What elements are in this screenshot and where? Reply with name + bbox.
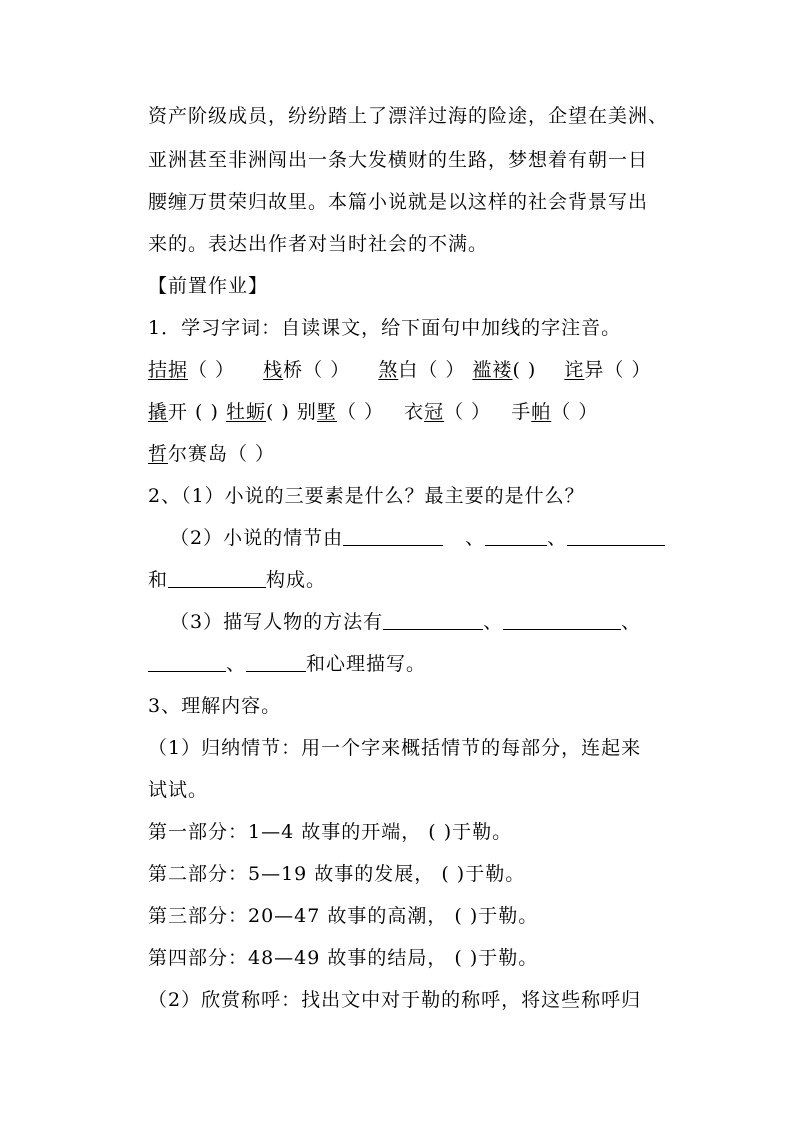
word-rest: （ ） <box>188 359 236 381</box>
intro-line-2: 亚洲甚至非洲闯出一条大发横财的生路，梦想着有朝一日 <box>148 149 649 171</box>
answer-blank[interactable] <box>168 569 266 588</box>
intro-line-4: 来的。表达出作者对当时社会的不满。 <box>148 233 489 255</box>
ending-text: 构成。 <box>266 569 327 591</box>
answer-blank[interactable] <box>343 527 443 546</box>
word-rest: 开 ( ) <box>168 401 219 423</box>
q2-part-3-line-1 <box>170 610 641 634</box>
ending-text: 和心理描写。 <box>306 653 427 675</box>
word-underlined: 拮据 <box>148 359 189 381</box>
word-rest: ( ) <box>265 401 290 423</box>
q2-part-2-line-2 <box>148 568 326 592</box>
plot-part-2: 第二部分：5—19 故事的发展， ( )于勒。 <box>148 863 526 885</box>
word-rest: （ ） <box>551 401 599 423</box>
q1-row-1 <box>148 358 651 382</box>
q3-part-2-line-1: （2）欣赏称呼：找出文中对于勒的称呼，将这些称呼归 <box>148 989 642 1011</box>
q2-title: 2、（1）小说的三要素是什么？最主要的是什么？ <box>148 485 585 507</box>
separator: 、 <box>547 527 568 549</box>
word-underlined: 诧 <box>564 359 585 381</box>
word-underlined: 褴褛 <box>472 359 513 381</box>
word-rest: 桥（ ） <box>283 359 351 381</box>
word-underlined: 冠 <box>424 401 445 423</box>
plot-part-4: 第四部分：48—49 故事的结局， ( )于勒。 <box>148 947 539 969</box>
q1-row-3 <box>148 442 275 466</box>
q3-part-1-line-2: 试试。 <box>148 779 209 801</box>
word-underlined: 帕 <box>531 401 552 423</box>
word-rest: （ ） <box>444 401 492 423</box>
separator: 、 <box>483 611 504 633</box>
separator: 、 <box>465 527 486 549</box>
q3-title: 3、理解内容。 <box>148 695 282 717</box>
answer-blank[interactable] <box>485 527 547 546</box>
word-underlined: 撬 <box>148 401 169 423</box>
word-underlined: 牡蛎 <box>225 401 266 423</box>
q2-part-3-label: （3）描写人物的方法有 <box>170 611 384 633</box>
word-underlined: 哲 <box>148 443 169 465</box>
word-underlined: 栈 <box>263 359 284 381</box>
word-underlined: 煞 <box>378 359 399 381</box>
q1-title: 1．学习字词：自读课文，给下面句中加线的字注音。 <box>148 317 622 339</box>
answer-blank[interactable] <box>383 611 483 630</box>
word-rest: 白（ ） <box>398 359 466 381</box>
word-underlined: 墅 <box>316 401 337 423</box>
answer-blank[interactable] <box>567 527 665 546</box>
separator: 、 <box>226 653 247 675</box>
answer-blank[interactable] <box>246 653 306 672</box>
q3-part-1-line-1: （1）归纳情节：用一个字来概括情节的每部分，连起来 <box>148 737 642 759</box>
word-pre: 衣 <box>404 401 425 423</box>
q2-part-2-line-1 <box>170 526 665 550</box>
intro-line-3: 腰缠万贯荣归故里。本篇小说就是以这样的社会背景写出 <box>148 191 649 213</box>
plot-part-1: 第一部分：1—4 故事的开端， ( )于勒。 <box>148 821 513 843</box>
answer-blank[interactable] <box>503 611 621 630</box>
word-rest: （ ） <box>336 401 384 423</box>
word-rest: 尔赛岛（ ） <box>168 443 276 465</box>
section-title: 【前置作业】 <box>148 275 269 297</box>
connector-text: 和 <box>148 569 169 591</box>
word-pre: 手 <box>511 401 532 423</box>
q2-part-3-line-2 <box>148 652 426 676</box>
q1-row-2 <box>148 400 598 424</box>
q2-part-2-label: （2）小说的情节由 <box>170 527 344 549</box>
plot-part-3: 第三部分：20—47 故事的高潮， ( )于勒。 <box>148 905 539 927</box>
word-pre: 别 <box>296 401 317 423</box>
intro-line-1: 资产阶级成员，纷纷踏上了漂洋过海的险途，企望在美洲、 <box>148 105 669 127</box>
word-rest: 异（ ） <box>584 359 652 381</box>
word-rest: ( ) <box>512 359 537 381</box>
answer-blank[interactable] <box>148 653 226 672</box>
separator: 、 <box>621 611 642 633</box>
